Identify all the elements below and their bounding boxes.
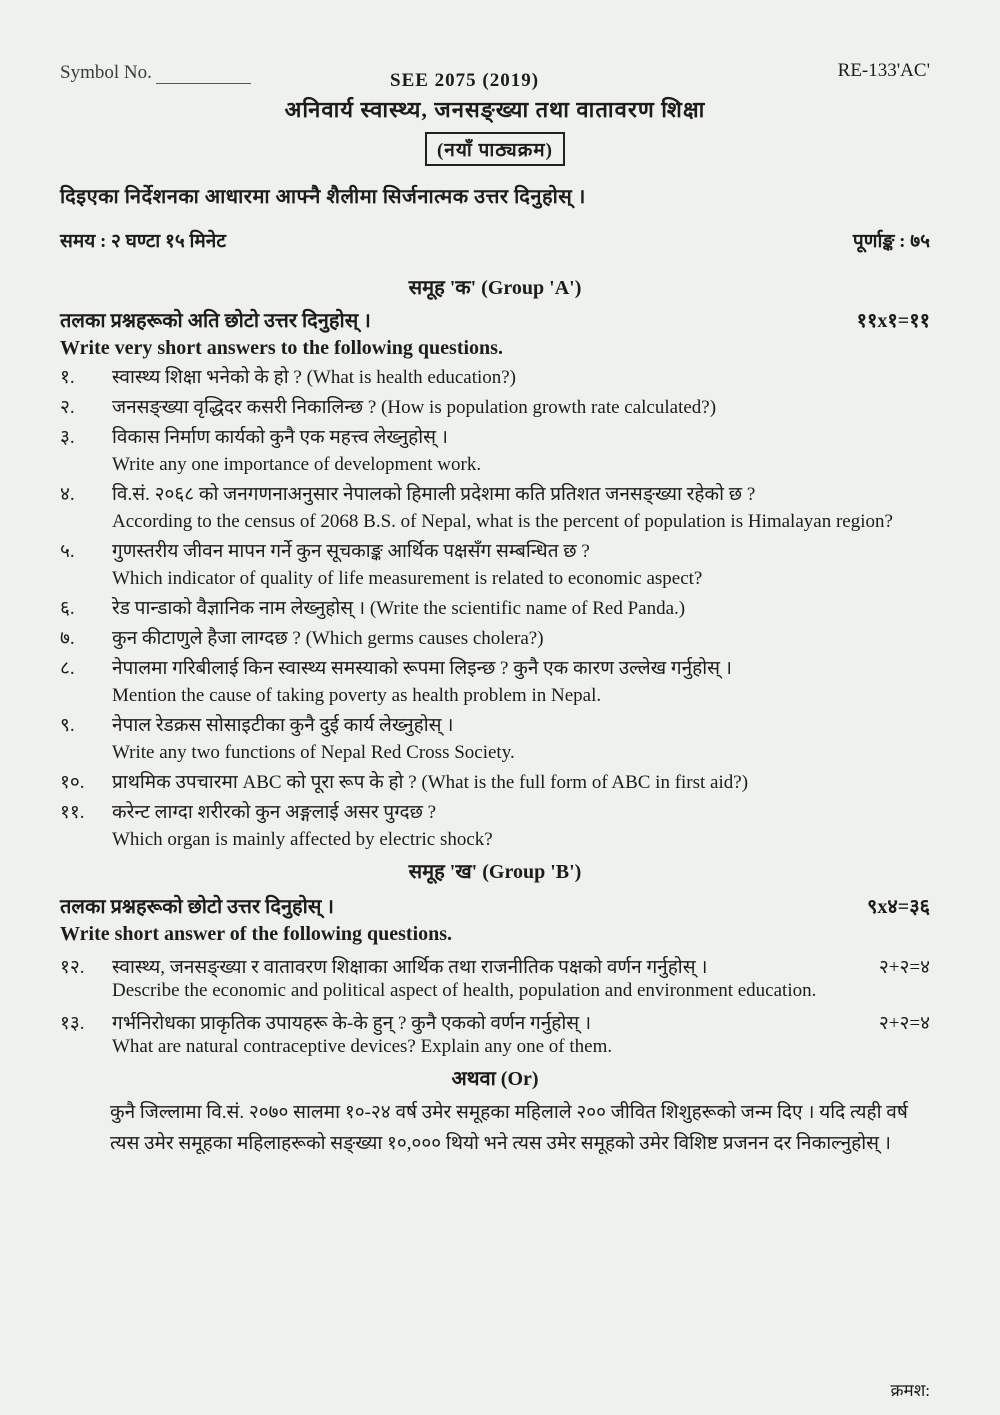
question-text: प्राथमिक उपचारमा ABC को पूरा रूप के हो ? (What is the full form of ABC in first aid?)	[112, 772, 749, 793]
question-text-en: Mention the cause of taking poverty as health problem in Nepal.	[112, 685, 602, 706]
group-b-heading-row	[60, 892, 930, 919]
question-item	[60, 396, 930, 419]
question-text: गुणस्तरीय जीवन मापन गर्ने कुन सूचकाङ्क आर्थिक पक्षसँग सम्बन्धित छ ?	[112, 541, 590, 562]
question-item	[60, 801, 930, 851]
time-marks-row	[60, 227, 930, 253]
or-question-text: कुनै जिल्लामा वि.सं. २०७० सालमा १०-२४ वर्ष उमेर समूहका महिलाले २०० जीवित शिशुहरूको जन्म दिए । यदि त्यही वर्ष त्यस उमेर समूहका महिलाहरूको सङ्ख्या १०,००० थियो भने त्यस उमेर समूहको उमेर विशिष्ट प्रजनन दर निकाल्नुहोस् ।	[110, 1102, 908, 1154]
subject-title: अनिवार्य स्वास्थ्य, जनसङ्ख्या तथा वातावरण शिक्षा	[284, 97, 706, 122]
question-number: १३.	[60, 1013, 85, 1034]
question-12	[60, 956, 930, 1002]
question-text-en: According to the census of 2068 B.S. of Nepal, what is the percent of population is Himalayan region?	[112, 511, 893, 532]
question-number: ८.	[60, 658, 75, 679]
or-label: अथवा (Or)	[451, 1068, 539, 1090]
group-b-title: समूह 'ख' (Group 'B')	[408, 861, 582, 883]
symbol-blank	[156, 67, 251, 84]
group-b-marks: ९x४=३६	[867, 896, 930, 918]
question-13	[60, 1012, 930, 1058]
group-a-marks: ११x१=११	[856, 310, 930, 332]
question-text: नेपालमा गरिबीलाई किन स्वास्थ्य समस्याको रूपमा लिइन्छ ? कुनै एक कारण उल्लेख गर्नुहोस् ।	[112, 658, 732, 679]
question-marks: २+२=४	[878, 957, 930, 978]
question-text: करेन्ट लाग्दा शरीरको कुन अङ्गलाई असर पुग्दछ ?	[112, 802, 437, 823]
group-a-title: समूह 'क' (Group 'A')	[408, 277, 582, 299]
question-number: १.	[60, 367, 75, 388]
question-text: नेपाल रेडक्रस सोसाइटीका कुनै दुई कार्य लेख्नुहोस् ।	[112, 715, 454, 736]
question-text-en: Which indicator of quality of life measurement is related to economic aspect?	[112, 568, 703, 589]
exam-title: SEE 2075 (2019)	[390, 70, 540, 91]
question-item	[60, 627, 930, 650]
question-number: ५.	[60, 541, 75, 562]
group-b-heading-np: तलका प्रश्नहरूको छोटो उत्तर दिनुहोस् ।	[60, 896, 334, 918]
question-number: १०.	[60, 772, 85, 793]
question-number: ११.	[60, 802, 85, 823]
question-item	[60, 597, 930, 620]
paper-header	[60, 56, 930, 90]
question-number: ३.	[60, 427, 75, 448]
question-number: ६.	[60, 598, 75, 619]
full-marks: पूर्णाङ्क : ७५	[852, 231, 930, 252]
question-item	[60, 366, 930, 389]
question-item	[60, 657, 930, 707]
question-number: ७.	[60, 628, 75, 649]
question-text: स्वास्थ्य शिक्षा भनेको के हो ? (What is health education?)	[112, 367, 517, 388]
question-item	[60, 483, 930, 533]
question-text: कुन कीटाणुले हैजा लाग्दछ ? (Which germs causes cholera?)	[112, 628, 544, 649]
question-number: ९.	[60, 715, 75, 736]
general-instruction: दिइएका निर्देशनका आधारमा आफ्नै शैलीमा सिर्जनात्मक उत्तर दिनुहोस् ।	[60, 186, 586, 208]
question-text: रेड पान्डाको वैज्ञानिक नाम लेख्नुहोस् । (Write the scientific name of Red Panda.)	[112, 598, 686, 619]
question-number: २.	[60, 397, 75, 418]
question-text-en: What are natural contraceptive devices? Explain any one of them.	[112, 1036, 613, 1057]
paper-code: RE-133'AC'	[837, 60, 930, 81]
question-text: विकास निर्माण कार्यको कुनै एक महत्त्व लेख्नुहोस् ।	[112, 427, 448, 448]
group-b-heading-en: Write short answer of the following questions.	[60, 923, 453, 945]
question-text-en: Which organ is mainly affected by electric shock?	[112, 829, 493, 850]
group-a-heading-np: तलका प्रश्नहरूको अति छोटो उत्तर दिनुहोस् ।	[60, 310, 371, 332]
curriculum-label: (नयाँ पाठ्यक्रम)	[425, 132, 565, 166]
question-text-en: Describe the economic and political aspect of health, population and environment education.	[112, 980, 817, 1001]
question-number: ४.	[60, 484, 75, 505]
group-a-questions	[60, 366, 930, 851]
question-text-np: स्वास्थ्य, जनसङ्ख्या र वातावरण शिक्षाका आर्थिक तथा राजनीतिक पक्षको वर्णन गर्नुहोस् ।	[112, 957, 708, 978]
question-text: वि.सं. २०६८ को जनगणनाअनुसार नेपालको हिमाली प्रदेशमा कति प्रतिशत जनसङ्ख्या रहेको छ ?	[112, 484, 756, 505]
question-text-en: Write any two functions of Nepal Red Cross Society.	[112, 742, 515, 763]
time-allowed: समय : २ घण्टा १५ मिनेट	[60, 231, 226, 252]
group-a-heading-row	[60, 306, 930, 333]
continued-label: क्रमश:	[890, 1381, 930, 1400]
question-item	[60, 426, 930, 476]
question-text: जनसङ्ख्या वृद्धिदर कसरी निकालिन्छ ? (How is population growth rate calculated?)	[112, 397, 717, 418]
question-marks: २+२=४	[878, 1013, 930, 1034]
question-text-en: Write any one importance of development work.	[112, 454, 482, 475]
symbol-label: Symbol No.	[60, 62, 152, 83]
group-a-heading-en: Write very short answers to the following questions.	[60, 337, 503, 359]
question-number: १२.	[60, 957, 85, 978]
question-text-np: गर्भनिरोधका प्राकृतिक उपायहरू के-के हुन् ? कुनै एकको वर्णन गर्नुहोस् ।	[112, 1013, 592, 1034]
question-item	[60, 771, 930, 794]
symbol-number-field	[60, 62, 251, 84]
question-item	[60, 540, 930, 590]
question-item	[60, 714, 930, 764]
